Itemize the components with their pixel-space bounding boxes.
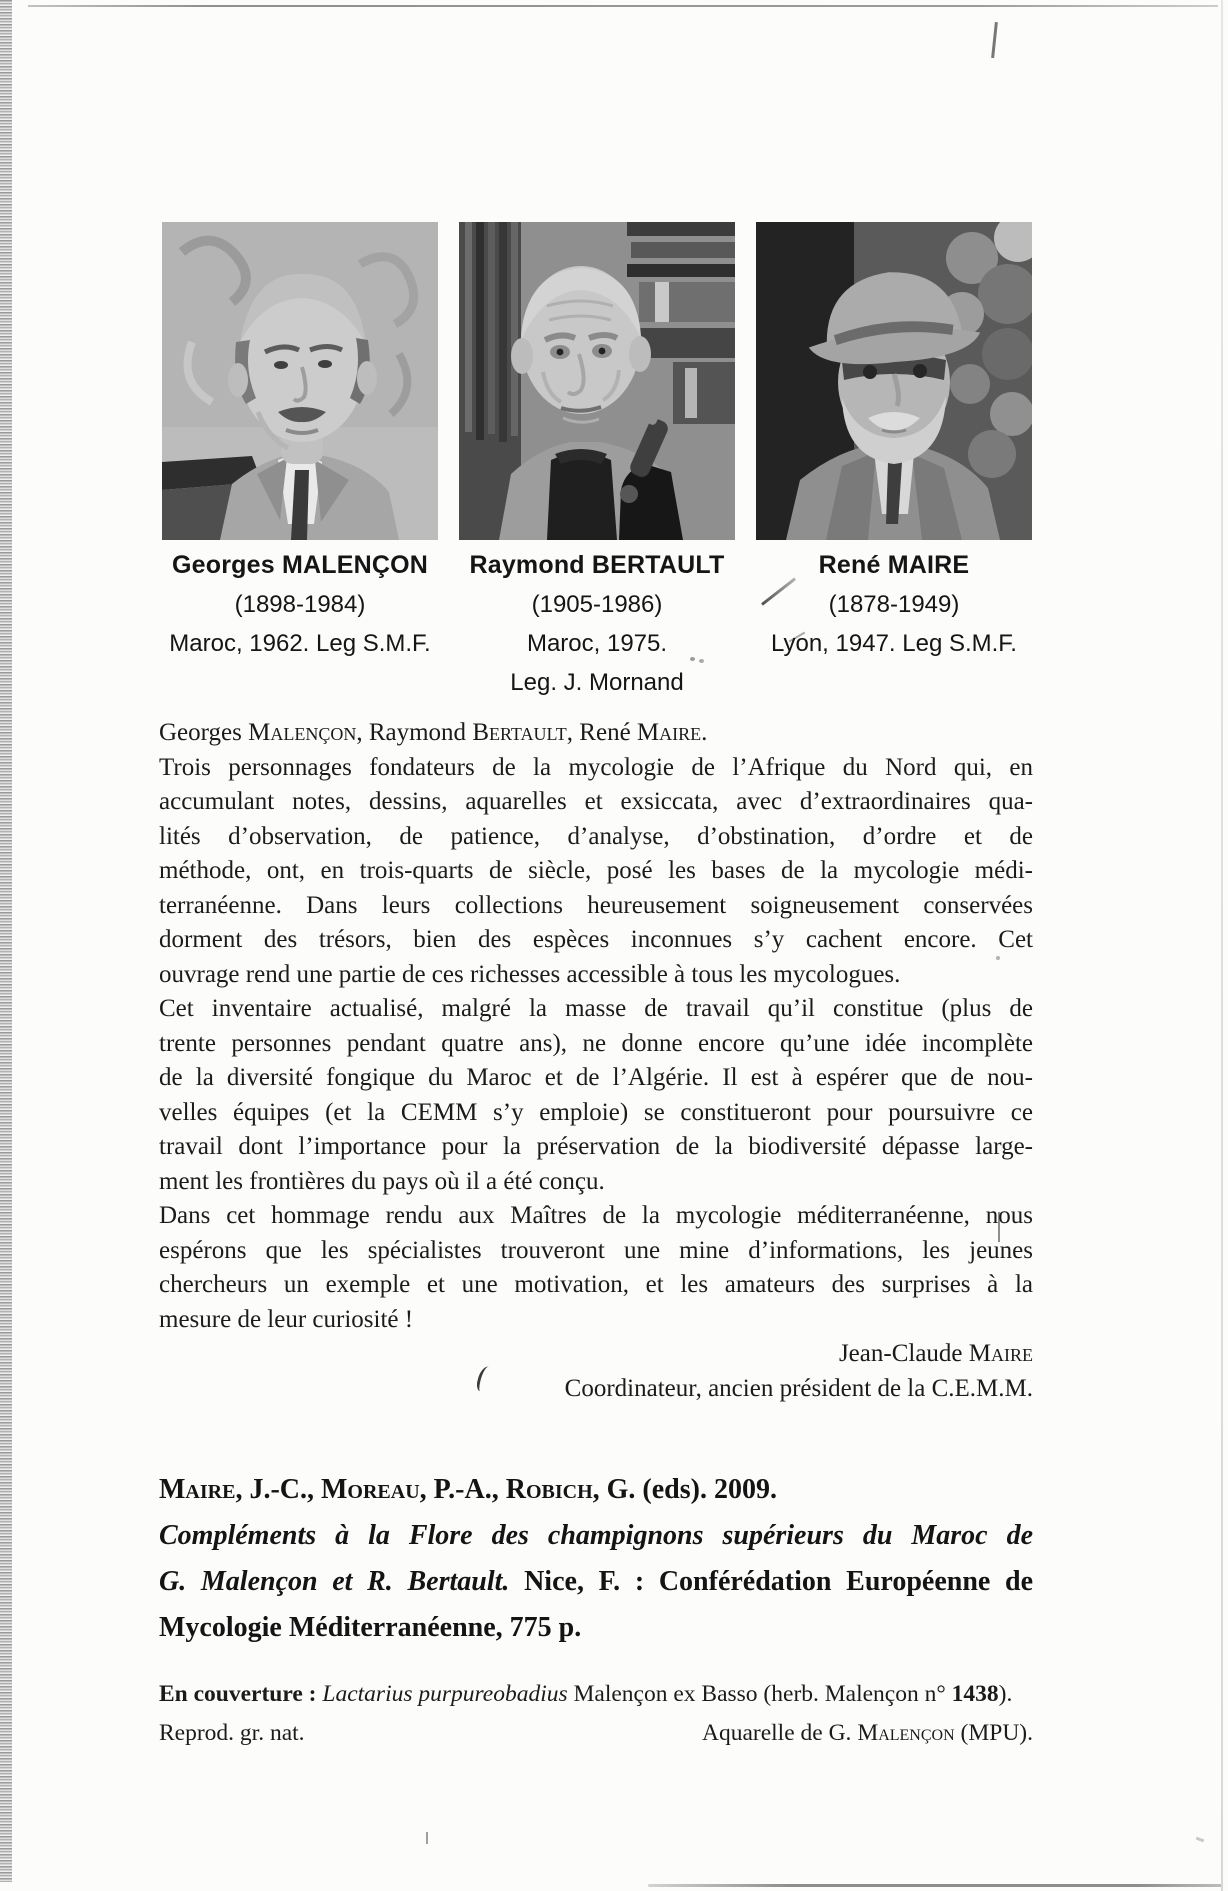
text-segment: dorment des trésors, bien des espèces inconnues s’y cachent encore. Cet bbox=[159, 926, 1033, 953]
text-segment: Dans cet hommage rendu aux Maîtres de la mycologie méditerranéenne, nous bbox=[159, 1202, 1033, 1229]
scan-artifact bbox=[1196, 1837, 1205, 1843]
text-segment: trente personnes pendant quatre ans), ne donne encore qu’une idée incomplète bbox=[159, 1029, 1033, 1057]
photo-caption-malencon bbox=[162, 546, 438, 702]
text-segment: En couverture : bbox=[159, 1681, 323, 1707]
body-line bbox=[159, 751, 1033, 786]
text-segment: . bbox=[701, 719, 708, 746]
text-segment: Maire bbox=[636, 719, 702, 746]
reference-line bbox=[159, 1605, 1033, 1651]
caption-years: (1898-1984) bbox=[234, 591, 366, 618]
body-line bbox=[159, 1372, 1033, 1407]
text-segment: chercheurs un exemple et une motivation, et les amateurs des surprises à la bbox=[159, 1271, 1033, 1298]
text-segment: travail dont l’importance pour la préservation de la biodiversité dépasse large- bbox=[159, 1133, 1033, 1160]
body-line bbox=[159, 1234, 1033, 1269]
text-segment: méthode, ont, en trois-quarts de siècle, posé les bases de la mycologie médi- bbox=[159, 857, 1033, 884]
body-line bbox=[159, 854, 1033, 889]
text-segment: Malençon bbox=[857, 1720, 955, 1746]
text-segment: Georges bbox=[159, 719, 249, 746]
cover-note-line bbox=[159, 1675, 1033, 1714]
caption-line: Maroc, 1975. bbox=[526, 630, 668, 657]
cover-note bbox=[159, 1675, 1033, 1753]
scan-artifact-bottom-line bbox=[648, 1884, 1222, 1887]
photo-raymond-bertault bbox=[459, 222, 735, 540]
text-segment: Trois personnages fondateurs de la mycologie de l’Afrique du Nord qui, en bbox=[159, 753, 1033, 781]
bertault-portrait-illustration bbox=[459, 222, 735, 540]
reference-citation bbox=[159, 1467, 1033, 1651]
text-segment: , J.-C., bbox=[235, 1474, 321, 1505]
body-line bbox=[159, 1061, 1033, 1096]
photo-captions-row bbox=[162, 546, 1032, 702]
cover-note-credits bbox=[159, 1714, 1033, 1753]
text-segment: Maire bbox=[968, 1340, 1033, 1367]
cover-line bbox=[159, 1675, 1033, 1714]
body-line bbox=[159, 1165, 1033, 1200]
scan-artifact bbox=[426, 1832, 428, 1844]
body-line bbox=[159, 1337, 1033, 1372]
text-segment: Moreau bbox=[320, 1474, 420, 1505]
text-segment: velles équipes (et la CEMM s’y emploie) se constitueront pour poursuivre ce bbox=[159, 1098, 1033, 1126]
reference-line bbox=[159, 1467, 1033, 1513]
caption-line: Lyon, 1947. Leg S.M.F. bbox=[771, 630, 1017, 657]
text-segment: G. Malençon et R. Bertault. bbox=[159, 1566, 510, 1597]
scan-artifact bbox=[991, 22, 997, 58]
text-segment: Bertault bbox=[472, 719, 567, 746]
body-line bbox=[159, 1199, 1033, 1234]
intro-text bbox=[159, 716, 1033, 1406]
text-segment: , Raymond bbox=[356, 719, 473, 746]
caption-years: (1905-1986) bbox=[531, 591, 663, 618]
body-line bbox=[159, 1096, 1033, 1131]
text-segment: lités d’observation, de patience, d’analyse, d’obstination, d’ordre et de bbox=[159, 822, 1033, 850]
text-segment: Jean-Claude bbox=[838, 1340, 969, 1367]
body-line bbox=[159, 958, 1033, 993]
malencon-portrait-illustration bbox=[162, 222, 438, 540]
text-segment: Nice, F. : Conférédation Européenne de bbox=[509, 1566, 1033, 1597]
photo-rene-maire bbox=[756, 222, 1032, 540]
watercolor-credit bbox=[702, 1714, 1033, 1753]
body-line bbox=[159, 716, 1033, 751]
text-segment: , René bbox=[566, 719, 637, 746]
caption-name: René MAIRE bbox=[818, 551, 970, 579]
body-line bbox=[159, 820, 1033, 855]
text-segment: espérons que les spécialistes trouveront une mine d’informations, les jeunes bbox=[159, 1236, 1033, 1264]
body-line bbox=[159, 1130, 1033, 1165]
text-segment: Malençon bbox=[248, 719, 357, 746]
body-line bbox=[159, 923, 1033, 958]
text-segment: 1438 bbox=[951, 1681, 999, 1707]
text-segment: terranéenne. Dans leurs collections heureusement soigneusement conservées bbox=[159, 891, 1033, 919]
caption-line: Leg. J. Mornand bbox=[510, 669, 684, 696]
reference-line bbox=[159, 1559, 1033, 1605]
body-line bbox=[159, 992, 1033, 1027]
photo-georges-malencon bbox=[162, 222, 438, 540]
body-line bbox=[159, 1268, 1033, 1303]
body-line bbox=[159, 785, 1033, 820]
text-segment: , P.-A., bbox=[419, 1474, 506, 1505]
text-segment: Lactarius purpureobadius bbox=[322, 1681, 574, 1707]
text-segment: Aquarelle de G. bbox=[702, 1720, 858, 1746]
caption-line: Maroc, 1962. Leg S.M.F. bbox=[169, 630, 431, 657]
text-segment: ment les frontières du pays où il a été conçu. bbox=[159, 1167, 605, 1195]
maire-portrait-illustration bbox=[756, 222, 1032, 540]
text-segment: Maire bbox=[159, 1474, 236, 1505]
text-segment: Mycologie Méditerranéenne, 775 p. bbox=[159, 1612, 582, 1643]
scan-edge-stripes bbox=[0, 0, 12, 1882]
text-segment: Cet inventaire actualisé, malgré la masse de travail qu’il constitue (plus de bbox=[159, 995, 1033, 1022]
text-segment: Compléments à la Flore des champignons supérieurs du Maroc de bbox=[159, 1520, 1033, 1551]
text-segment: Coordinateur, ancien président de la C.E.M.M. bbox=[564, 1374, 1033, 1402]
caption-name: Georges MALENÇON bbox=[171, 551, 428, 579]
text-segment: Robich bbox=[505, 1474, 593, 1505]
text-segment: ouvrage rend une partie de ces richesses accessible à tous les mycologues. bbox=[159, 960, 901, 988]
body-line bbox=[159, 1027, 1033, 1062]
scan-artifact-right-edge bbox=[1221, 0, 1223, 1891]
photo-caption-bertault bbox=[459, 546, 735, 702]
body-line bbox=[159, 1303, 1033, 1338]
reference-line bbox=[159, 1513, 1033, 1559]
text-segment: de la diversité fongique du Maroc et de l’Algérie. Il est à espérer que de nou- bbox=[159, 1064, 1033, 1091]
text-segment: accumulant notes, dessins, aquarelles et exsiccata, avec d’extraordinaires qua- bbox=[159, 788, 1033, 815]
photo-caption-maire bbox=[756, 546, 1032, 702]
scan-artifact-top-line bbox=[28, 5, 1218, 7]
text-segment: , G. (eds). 2009. bbox=[592, 1474, 777, 1505]
reproduction-note: Reprod. gr. nat. bbox=[159, 1720, 305, 1746]
caption-name: Raymond BERTAULT bbox=[469, 551, 725, 579]
text-segment: Malençon ex Basso (herb. Malençon n° bbox=[573, 1681, 952, 1707]
text-segment: (MPU). bbox=[954, 1720, 1033, 1746]
photo-row bbox=[162, 222, 1032, 540]
caption-years: (1878-1949) bbox=[828, 591, 960, 618]
text-segment: mesure de leur curiosité ! bbox=[159, 1305, 414, 1333]
text-segment: ). bbox=[998, 1681, 1013, 1707]
body-line bbox=[159, 889, 1033, 924]
